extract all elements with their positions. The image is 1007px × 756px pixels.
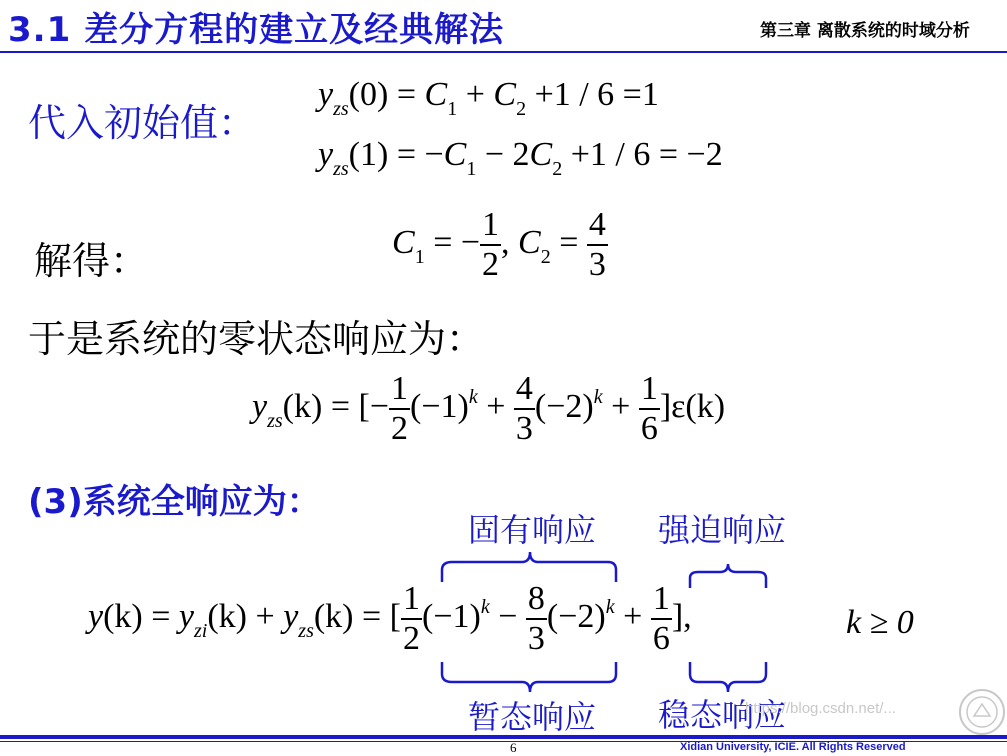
chapter-title: 第三章 离散系统的时域分析 [760, 21, 970, 41]
condition-k: k ≥ 0 [846, 604, 914, 641]
equation-constants: $C_1$ = − $\frac{1}{2}$ , $C_2$ = $\frac{4}{3}$ [392, 206, 606, 283]
natural-response-annotation: 固有响应 [468, 511, 597, 549]
steady-response-brace [688, 660, 768, 694]
transient-response-brace [440, 660, 620, 696]
steady-response-annotation: 稳态响应 [658, 696, 787, 734]
equation-yzs-0: $y_{zs}(0) = C_1 + C_2 +1 / 6 =1$ [318, 76, 659, 120]
forced-response-brace [688, 560, 768, 590]
equation-full-response: $y(k) = y_{zi}(k) + y_{zs}(k)$ = [ $\frac{1}{2}$ $(-1)^k$ − $\frac{8}{3}$ $(-2)^k$ + $\frac{1}{6}$ ], [88, 580, 692, 657]
university-seal-icon [958, 688, 1006, 736]
full-response-label: (3)系统全响应为： [28, 482, 321, 522]
natural-response-brace [440, 548, 620, 584]
solution-label: 解得： [34, 239, 149, 283]
watermark-text: https://blog.csdn.net/... [745, 700, 896, 717]
footer-divider [0, 735, 1007, 739]
zero-state-label: 于是系统的零状态响应为： [28, 317, 485, 361]
forced-response-annotation: 强迫响应 [658, 511, 787, 549]
page-number: 6 [510, 740, 517, 755]
section-title: 3.1 差分方程的建立及经典解法 [8, 10, 505, 50]
header-divider [0, 51, 1007, 53]
initial-value-label: 代入初始值： [28, 101, 257, 145]
equation-zero-state: $y_{zs}(k)$ = [− $\frac{1}{2}$ $(-1)^k$ + $\frac{4}{3}$ $(-2)^k$ + $\frac{1}{6}$ ]ε(k) [252, 370, 726, 447]
equation-yzs-1: $y_{zs}(1) = -C_1 - 2C_2 +1 / 6 = -2$ [318, 136, 723, 180]
transient-response-annotation: 暂态响应 [468, 698, 597, 736]
footer-copyright: Xidian University, ICIE. All Rights Reserved [680, 741, 906, 753]
